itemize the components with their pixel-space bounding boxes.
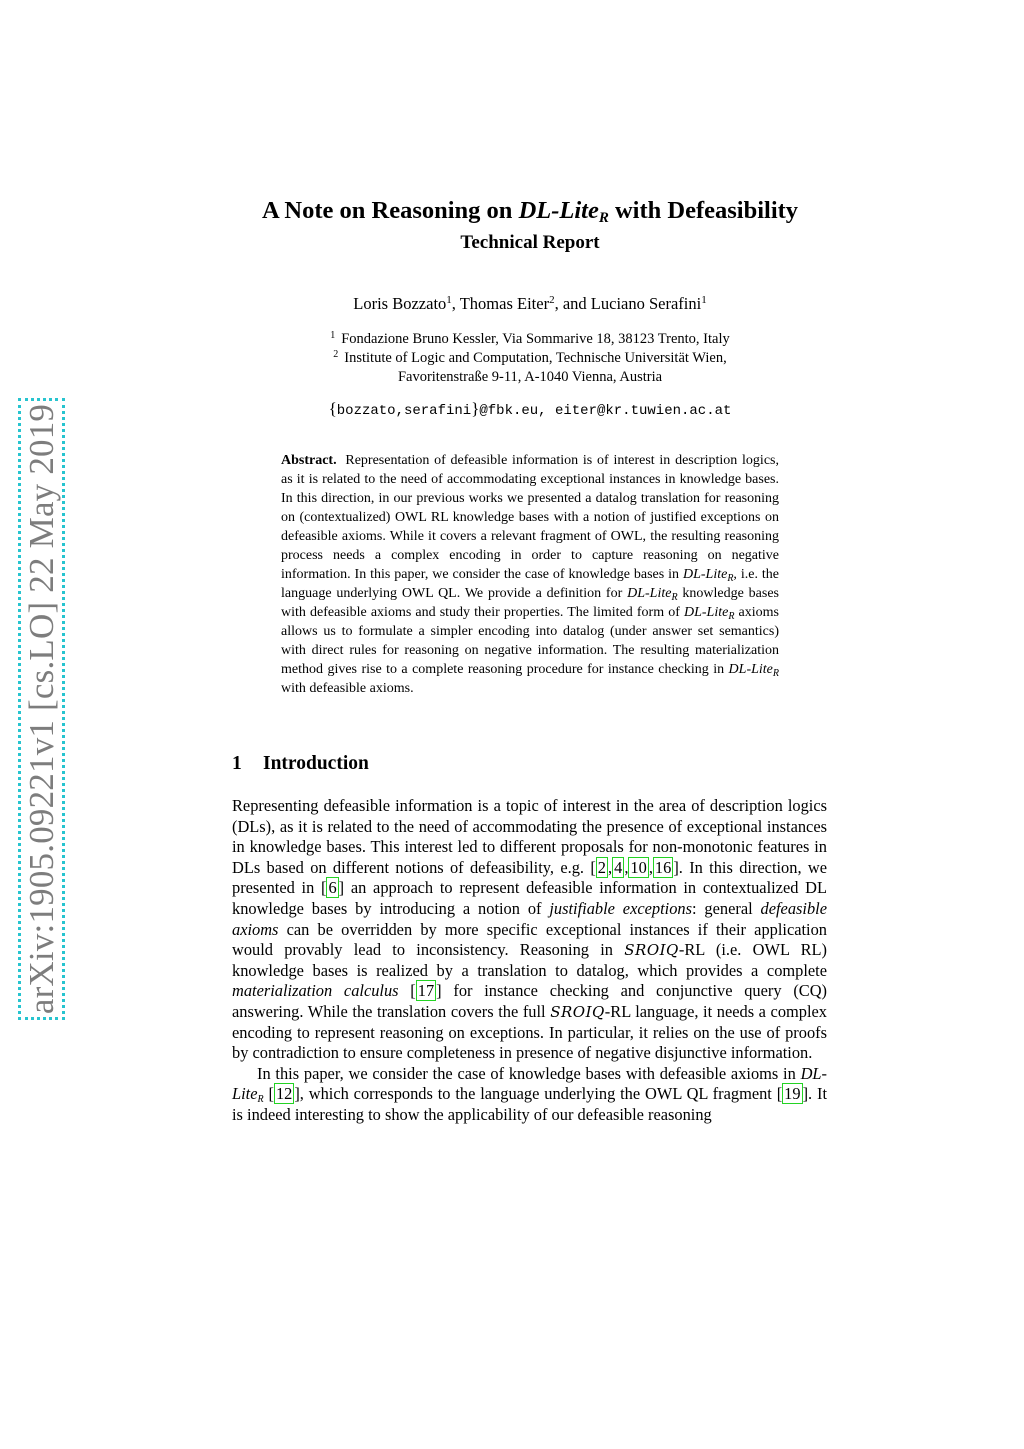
abstract: Abstract. Representation of defeasible information is of interest in description logics, as it is related to the need of accommodating exceptional instances in knowledge bases. In this direction, in our previous works we presented a datalog translation for reasoning on (contextualized) OWL RL knowledge bases with a notion of justified exceptions on defeasible axioms. While it covers a relevant fragment of OWL, the resulting reasoning process needs a complex encoding in order to capture reasoning on negative information. In this paper, we consider the case of knowledge bases in DL-Lite$_R$, i.e. the language underlying OWL QL. We provide a definition for DL-Lite$_R$ knowledge bases with defeasible axioms and study their properties. The limited form of DL-Lite$_R$ axioms allows us to formulate a simpler encoding into datalog (under answer set semantics) with direct rules for reasoning on negative information. The resulting materialization method gives rise to a complete reasoning procedure for instance checking in DL-Lite$_R$ with defeasible axioms.: [281, 453, 779, 696]
citation-link[interactable]: 4: [614, 857, 623, 877]
affiliations: [200, 330, 860, 387]
paragraph: Representing defeasible information is a topic of interest in the area of description logics (DLs), as it is related to the need of accommodating the presence of exceptional instances in knowledge bases. This interest led to different proposals for non-monotonic features in DLs based on different notions of defeasibility, e.g. [ 2 , 4 , 10 , 16 ]. In this direction, we presented in [ 6 ] an approach to represent defeasible information in contextualized DL knowledge bases by introducing a notion of justifiable exceptions: general defeasible axioms can be overridden by more specific exceptional instances if their application would provably lead to inconsistency. Reasoning in SROIQ-RL (i.e. OWL RL) knowledge bases is realized by a translation to datalog, which provides a complete materialization calculus [ 17 ] for instance checking and conjunctive query (CQ) answering. While the translation covers the full SROIQ-RL language, it needs a complex encoding to represent reasoning on exceptions. In particular, it relies on the use of proofs by contradiction to ensure completeness in presence of negative disjunctive information.: [232, 796, 828, 1063]
citation-link[interactable]: 12: [275, 1084, 293, 1104]
affiliation-2-address: Favoritenstraße 9-11, A-1040 Vienna, Austria: [397, 369, 663, 385]
citation-link[interactable]: 6: [328, 878, 337, 898]
arxiv-identifier[interactable]: arXiv:1905.09221v1 [cs.LO] 22 May 2019: [22, 403, 61, 1015]
citation-link[interactable]: 10: [630, 857, 647, 877]
paper-title: A Note on Reasoning on DL-Lite$_R$ with Defeasibility: [261, 197, 799, 226]
citation-link[interactable]: 19: [784, 1084, 801, 1104]
author-name: , Thomas Eiter: [451, 294, 550, 313]
citation-link[interactable]: 16: [654, 857, 672, 877]
abstract-label: Abstract.: [281, 453, 337, 468]
author-emails: {bozzato,serafini}@fbk.eu, eiter@kr.tuwien.ac.at: [328, 399, 732, 419]
citation-link[interactable]: 17: [417, 981, 435, 1001]
citation-link[interactable]: 2: [597, 857, 606, 877]
paragraph: In this paper, we consider the case of knowledge bases with defeasible axioms in DL-Lite$_R$ [ 12 ], which corresponds to the language underlying the OWL QL fragment [ 19 ]. It is indeed interesting to show the applicability of our defeasible reasoning: [232, 1063, 827, 1124]
section-heading-introduction: 1 Introduction: [232, 753, 369, 774]
introduction-body: [232, 796, 827, 1126]
affiliation-2: $^2$ Institute of Logic and Computation, Technische Universität Wien,: [333, 349, 727, 366]
author-name: Loris Bozzato: [353, 294, 447, 313]
author-list: Loris Bozzato$^1$, Thomas Eiter$^2$, and Luciano Serafini$^1$: [353, 294, 707, 313]
paper-subtitle: Technical Report: [460, 232, 600, 253]
affiliation-1: $^1$ Fondazione Bruno Kessler, Via Sommarive 18, 38123 Trento, Italy: [330, 330, 730, 347]
author-name: , and Luciano Serafini: [554, 294, 702, 313]
